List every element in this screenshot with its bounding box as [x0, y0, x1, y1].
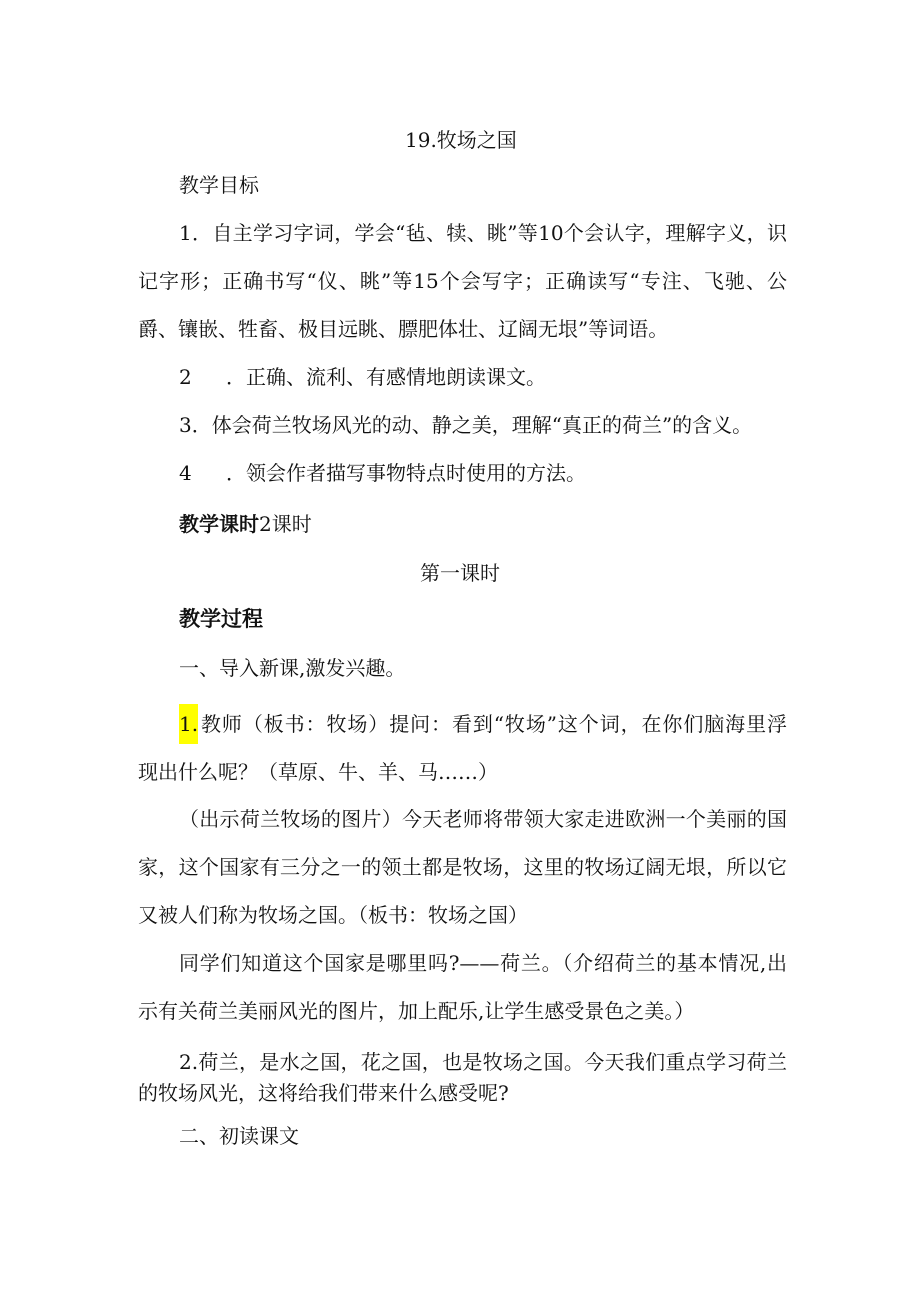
process-heading: 教学过程	[179, 607, 263, 631]
goals-heading: 教学目标	[179, 173, 259, 197]
goal-3: 3．体会荷兰牧场风光的动、静之美，理解“真正的荷兰”的含义。	[179, 413, 753, 437]
goal-1-line-2: 记字形；正确书写“仪、眺”等15个会写字；正确读写“专注、飞驰、公	[138, 269, 787, 293]
section-2-heading: 二、初读课文	[179, 1124, 299, 1148]
section-1-heading: 一、导入新课,激发兴趣。	[179, 656, 406, 680]
para-4-line-2: 的牧场风光，这将给我们带来什么感受呢?	[138, 1081, 509, 1105]
para-1-line-2: 现出什么呢？（草原、牛、羊、马……）	[138, 760, 498, 784]
goal-4-text: ．领会作者描写事物特点时使用的方法。	[226, 461, 586, 485]
para-3-line-2: 示有关荷兰美丽风光的图片，加上配乐,让学生感受景色之美。）	[138, 999, 695, 1023]
para-2-line-3: 又被人们称为牧场之国。（板书：牧场之国）	[138, 903, 528, 927]
lesson-1-heading: 第一课时	[420, 561, 500, 585]
goal-4-number: 4	[179, 461, 192, 485]
para-2-line-2: 家，这个国家有三分之一的领土都是牧场，这里的牧场辽阔无垠，所以它	[138, 855, 787, 879]
goal-2-number: 2	[179, 365, 192, 389]
hours-line	[179, 512, 312, 536]
goal-1-line-1: 1．自主学习字词，学会“毡、犊、眺”等10个会认字，理解字义，识	[179, 221, 787, 245]
para-1-number	[179, 704, 198, 744]
doc-title: 19.牧场之国	[405, 128, 517, 152]
goal-2-text: ．正确、流利、有感情地朗读课文。	[226, 365, 546, 389]
hours-value: 2课时	[259, 512, 312, 536]
para-3-line-1: 同学们知道这个国家是哪里吗?——荷兰。（介绍荷兰的基本情况,出	[179, 951, 787, 975]
highlighted-number: 1.	[179, 704, 198, 744]
para-2-line-1: （出示荷兰牧场的图片）今天老师将带领大家走进欧洲一个美丽的国	[179, 807, 787, 831]
para-4-line-1: 2.荷兰，是水之国，花之国，也是牧场之国。今天我们重点学习荷兰	[179, 1050, 787, 1074]
hours-label: 教学课时	[179, 512, 259, 536]
para-1-line-1: 教师（板书：牧场）提问：看到“牧场”这个词，在你们脑海里浮	[201, 712, 787, 736]
goal-1-line-3: 爵、镶嵌、牲畜、极目远眺、膘肥体壮、辽阔无垠”等词语。	[138, 317, 669, 341]
